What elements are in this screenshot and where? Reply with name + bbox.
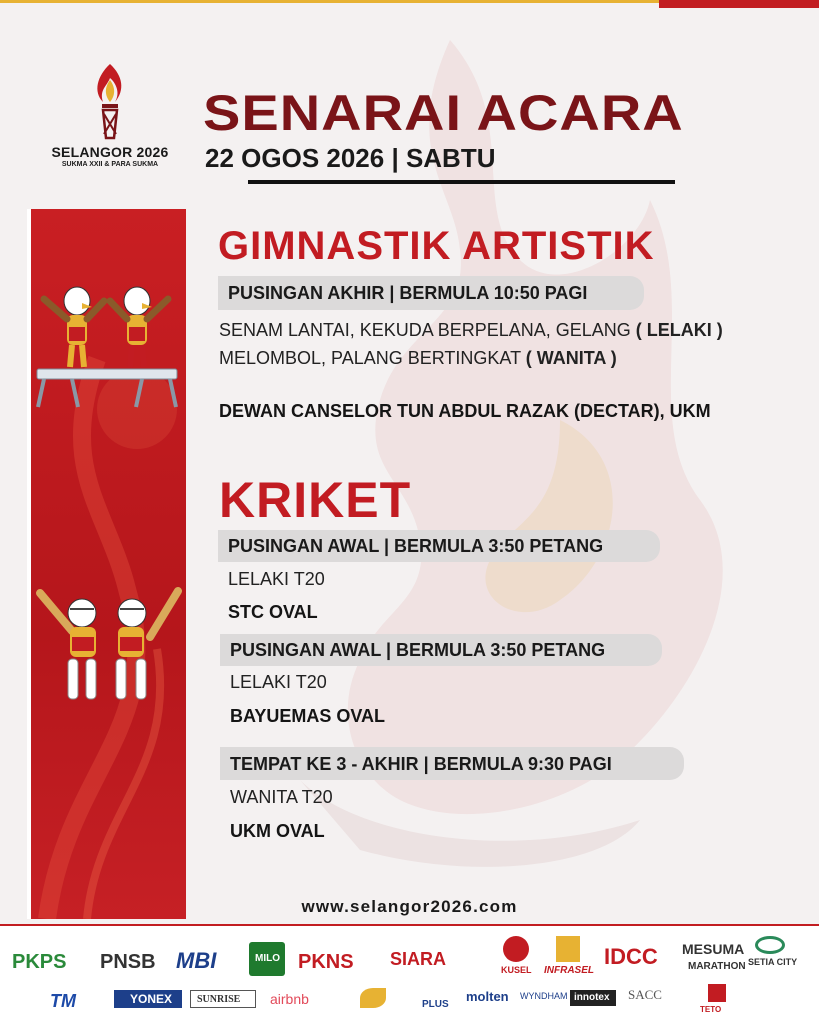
sport-title-cricket: KRIKET: [219, 472, 412, 528]
sponsor-logo-setia-city: SETIA CITY: [748, 957, 798, 967]
sponsor-logo-wyndham: WYNDHAM: [520, 991, 568, 1001]
sport-title-gymnastics: GIMNASTIK ARTISTIK: [218, 224, 655, 268]
infrasel-icon: [556, 936, 580, 962]
sponsor-logo-idcc: IDCC: [604, 944, 658, 969]
round-pill: PUSINGAN AKHIR | BERMULA 10:50 PAGI: [218, 276, 644, 310]
page-title: SENARAI ACARA: [203, 84, 684, 141]
sponsor-logo-pkns: PKNS: [298, 951, 354, 973]
sponsor-logo-teto: TETO: [700, 1005, 722, 1014]
event-line: MELOMBOL, PALANG BERTINGKAT ( WANITA ): [219, 348, 617, 368]
round-pill: PUSINGAN AWAL | BERMULA 3:50 PETANG: [220, 634, 662, 666]
kusel-icon: [503, 936, 529, 962]
venue-label: DEWAN CANSELOR TUN ABDUL RAZAK (DECTAR), UKM: [219, 401, 711, 421]
sponsor-badge-innotex: innotex: [570, 990, 616, 1006]
category-label: WANITA T20: [230, 787, 333, 807]
sponsor-logo-marathon: MARATHON: [688, 961, 746, 972]
sponsor-logo-tm: TM: [50, 991, 76, 1011]
teto-icon: [708, 984, 726, 1002]
sponsor-logo-mbi: MBI: [176, 948, 217, 973]
mascot-banner: [27, 209, 186, 919]
venue-label: UKM OVAL: [230, 821, 325, 841]
gymnast-mascots-illustration: [32, 279, 182, 419]
logo-title: SELANGOR 2026: [51, 144, 169, 160]
sponsor-logo-infrasel: INFRASEL: [544, 965, 594, 976]
category-label: LELAKI T20: [230, 672, 327, 692]
venue-label: BAYUEMAS OVAL: [230, 706, 386, 726]
event-date: 22 OGOS 2026 | SABTU: [205, 143, 496, 173]
cricket-mascots-illustration: [32, 579, 182, 719]
sponsor-logo-molten: molten: [466, 989, 509, 1004]
logo-subtitle: SUKMA XXII & PARA SUKMA: [61, 161, 159, 168]
round-pill: TEMPAT KE 3 - AKHIR | BERMULA 9:30 PAGI: [220, 747, 684, 780]
setia-city-icon: [755, 936, 785, 954]
eagle-logo-icon: [360, 988, 386, 1008]
sponsor-logo-100plus: PLUS: [422, 999, 449, 1010]
sponsor-logo-sacc: SACC: [628, 987, 662, 1002]
sponsor-logo-kusel: KUSEL: [501, 965, 532, 975]
venue-label: STC OVAL: [228, 602, 318, 622]
sponsor-logo-airbnb: airbnb: [270, 991, 309, 1007]
header-divider: [248, 180, 675, 184]
round-pill: PUSINGAN AWAL | BERMULA 3:50 PETANG: [218, 530, 660, 562]
category-label: LELAKI T20: [228, 569, 325, 589]
sponsor-badge-milo: MILO: [249, 942, 285, 976]
sponsor-logo-siara: SIARA: [390, 949, 447, 969]
sponsor-strip: [0, 924, 819, 1024]
event-line: SENAM LANTAI, KEKUDA BERPELANA, GELANG ( LELAKI ): [219, 320, 723, 340]
torch-icon: [85, 62, 135, 142]
website-link[interactable]: www.selangor2026.com: [301, 897, 518, 916]
sponsor-logo-mesuma: MESUMA: [682, 941, 745, 957]
sponsor-logo-pnsb: PNSB: [100, 951, 156, 973]
sponsor-badge-sunrise: SUNRISE: [190, 990, 256, 1008]
sponsor-badge-yonex: YONEX: [114, 990, 182, 1008]
sponsor-logo-pkps: PKPS: [12, 951, 67, 973]
top-accent-bar: [0, 0, 819, 8]
games-logo: [40, 62, 180, 182]
